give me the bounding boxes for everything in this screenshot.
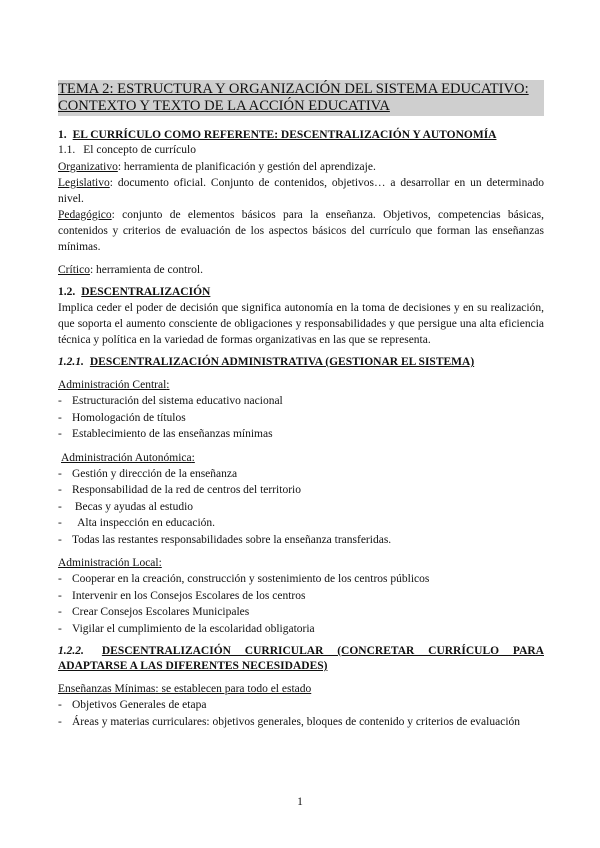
list-item: - Homologación de títulos — [58, 410, 544, 427]
section-1-2-1-heading — [58, 355, 544, 370]
section-1-1-heading — [58, 143, 544, 158]
ensenanzas-minimas-suffix: : se establecen para todo el estado — [155, 683, 312, 695]
definition-text: : documento oficial. Conjunto de contenidos, objetivos… a desarrollar en un determinado nivel. — [58, 177, 544, 205]
section-1-2-2-number: 1.2.2. — [58, 645, 84, 657]
admin-local-suffix: : — [158, 557, 162, 569]
section-1-1-title: El concepto de currículo — [83, 144, 196, 156]
list-item: - Estructuración del sistema educativo nacional — [58, 393, 544, 410]
list-item: - Objetivos Generales de etapa — [58, 697, 544, 714]
list-item: - Gestión y dirección de la enseñanza — [58, 466, 544, 483]
admin-local-heading — [58, 555, 544, 571]
ensenanzas-minimas-list — [58, 697, 544, 730]
admin-autonomica-list — [58, 466, 544, 549]
definition-legislativo — [58, 175, 544, 207]
document-page — [58, 80, 544, 730]
admin-autonomica-suffix: : — [191, 451, 195, 464]
section-1-heading — [58, 128, 544, 142]
ensenanzas-minimas-title: Enseñanzas Mínimas — [58, 683, 156, 695]
section-1-2-1-number: 1.2.1. — [58, 356, 84, 368]
admin-central-title: Administración Central — [58, 379, 167, 391]
list-item: - Intervenir en los Consejos Escolares de los centros — [58, 588, 544, 605]
definition-text: : herramienta de control. — [89, 264, 203, 276]
section-1-2-1-title: DESCENTRALIZACIÓN ADMINISTRATIVA (GESTIONAR EL SISTEMA) — [89, 356, 475, 368]
list-item: - Becas y ayudas al estudio — [58, 499, 544, 516]
definition-organizativo — [58, 159, 544, 175]
section-1-1-number: 1.1. — [58, 144, 76, 156]
definition-label: Crítico — [58, 264, 90, 276]
section-1-2-2-title: DESCENTRALIZACIÓN CURRICULAR (CONCRETAR CURRÍCULO PARA ADAPTARSE A LAS DIFERENTES NECESIDADES) — [58, 645, 544, 672]
section-1-2-number: 1.2. — [58, 286, 76, 298]
section-1-2-title: DESCENTRALIZACIÓN — [81, 286, 211, 298]
title-line-2: CONTEXTO Y TEXTO DE LA ACCIÓN EDUCATIVA — [58, 98, 390, 114]
admin-autonomica-title: Administración Autonómica — [61, 451, 192, 464]
definition-text: : herramienta de planificación y gestión del aprendizaje. — [117, 161, 376, 173]
page-number: 1 — [297, 796, 303, 808]
admin-central-suffix: : — [166, 379, 170, 391]
list-item: - Responsabilidad de la red de centros del territorio — [58, 482, 544, 499]
admin-central-list — [58, 393, 544, 443]
title-line-1: TEMA 2: ESTRUCTURA Y ORGANIZACIÓN DEL SISTEMA EDUCATIVO: — [58, 81, 529, 97]
admin-autonomica-heading — [58, 450, 544, 466]
section-1-2-heading — [58, 285, 544, 300]
list-item: - Vigilar el cumplimiento de la escolaridad obligatoria — [58, 621, 544, 638]
list-item: - Crear Consejos Escolares Municipales — [58, 604, 544, 621]
definition-label: Legislativo — [58, 177, 110, 189]
definition-label: Organizativo — [58, 161, 118, 173]
list-item: - Áreas y materias curriculares: objetivos generales, bloques de contenido y criterios de evaluación — [58, 714, 544, 731]
descentralizacion-paragraph: Implica ceder el poder de decisión que significa autonomía en la toma de decisiones y en su realización, que soporta el aumento consciente de obligaciones y responsabilidades y que persigue una alta eficiencia técnica y política en la variedad de formas organizativas en las que se representa. — [58, 302, 544, 346]
section-1-number: 1. — [58, 129, 67, 141]
admin-central-heading — [58, 377, 544, 393]
list-item: - Cooperar en la creación, construcción y sostenimiento de los centros públicos — [58, 571, 544, 588]
admin-local-list — [58, 571, 544, 637]
admin-local-title: Administración Local — [58, 557, 159, 569]
definition-text: : conjunto de elementos básicos para la enseñanza. Objetivos, competencias básicas, contenidos y criterios de evaluación de los aspectos básicos del currículo que forman las enseñanzas mínimas. — [58, 209, 544, 253]
document-title — [58, 80, 544, 116]
definition-label: Pedagógico — [58, 209, 112, 221]
definition-pedagogico — [58, 207, 544, 255]
ensenanzas-minimas-heading — [58, 681, 544, 697]
list-item: - Alta inspección en educación. — [58, 515, 544, 532]
section-1-2-2-heading — [58, 644, 544, 674]
definition-critico — [58, 262, 544, 278]
list-item: - Establecimiento de las enseñanzas mínimas — [58, 426, 544, 443]
list-item: - Todas las restantes responsabilidades sobre la enseñanza transferidas. — [58, 532, 544, 549]
section-1-title: EL CURRÍCULO COMO REFERENTE: DESCENTRALIZACIÓN Y AUTONOMÍA — [72, 129, 497, 141]
